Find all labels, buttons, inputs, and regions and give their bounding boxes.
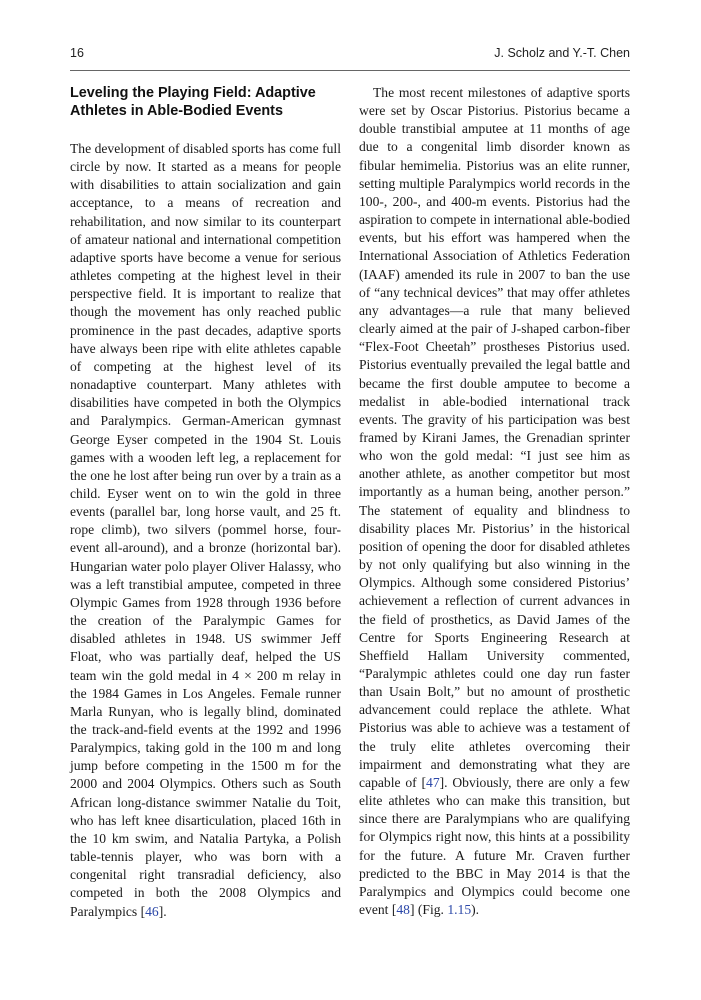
citation-link[interactable]: 46 bbox=[145, 903, 159, 919]
header-rule bbox=[70, 70, 630, 71]
running-head: J. Scholz and Y.-T. Chen bbox=[494, 46, 630, 60]
paragraph-text: The most recent milestones of adaptive sports were set by Oscar Pistorius. Pistorius became a double transtibial amputee at 11 months of age due to a congenital limb disorder known as fibular hemimelia. Pistorius was an elite runner, setting multiple Paralympics world records in the 100-, 200-, and 400-m events. Pistorius had the aspiration to compete in international able-bodied events, but his effort was hampered when the International Association of Athletics Federation (IAAF) amended its rule in 2007 to ban the use of “any technical devices” that may offer athletes any advantages—a rule that many believed clearly aimed at the pair of J-shaped carbon-fiber “Flex-Foot Cheetah” prostheses Pistorius used. Pistorius eventually prevailed the legal battle and became the first double amputee to become a medalist in able-bodied international track events. The gravity of his participation was best framed by Kirani James, the Grenadian sprinter who won the gold medal: “I just see him as another athlete, as another competitor but most importantly as a human being, another person.” The statement of equality and blindness to disability places Mr. Pistorius’ in the historical position of opening the door for disabled athletes by not only qualifying but also winning in the Olympics. Although some considered Pistorius’ achievement a reflection of current advances in the field of prosthetics, as David James of the Centre for Sports Engineering Research at Sheffield Hallam University commented, “Paralympic athletes could one day run faster than Usain Bolt,” but no amount of prosthetic advancement could replace the athlete. What Pistorius was able to achieve was a testament of the truly elite athletes overcoming their impairment and demonstrating what they are capable of [ bbox=[359, 85, 630, 790]
paragraph-text: ] (Fig. bbox=[409, 902, 448, 918]
paragraph-text: The development of disabled sports has come full circle by now. It started as a means for people with disabilities to attain socialization and gain acceptance, to a means of recreation and rehabilitation, and now similar to its counterpart of amateur national and international competition adaptive sports have become a venue for serious athletes competing at the highest level in their perspective field. It is important to realize that though the movement has only reached public prominence in the past decades, adaptive sports have always been ripe with elite athletes capable of competing at the highest level of its nonadaptive counterpart. Many athletes with disabilities have competed in both the Olympics and Paralympics. German-American gymnast George Eyser competed in the 1904 St. Louis games with a wooden left leg, a replacement for the one he lost after being run over by a train as a child. Eyser went on to win the gold in three events (parallel bar, long horse vault, and 25 ft. rope climb), two silvers (pommel horse, four-event all-around), and a bronze (horizontal bar). Hungarian water polo player Oliver Halassy, who was a left transtibial amputee, competed in three Olympic Games from 1928 through 1936 before the creation of the Paralympic Games for disabled athletes in 1948. US swimmer Jeff Float, who was partially deaf, helped the US team win the gold medal in 4 × 200 m relay in the 1984 Games in Los Angeles. Female runner Marla Runyan, who is legally blind, dominated the track-and-field events at the 1992 and 1996 Paralympics, taking gold in the 100 m and long jump before competing in the 1500 m for the 2000 and 2004 Olympics. Others such as South African long-distance swimmer Natalie du Toit, who has left knee disarticulation, placed 16th in the 10 km swim, and Natalia Partyka, a Polish table-tennis player, who was born with a congenital right transradial deficiency, also competed in both the 2008 Olympics and Paralympics [ bbox=[70, 141, 341, 919]
paragraph-tail: ]. bbox=[158, 903, 167, 919]
citation-link[interactable]: 47 bbox=[426, 774, 440, 790]
right-column bbox=[359, 84, 630, 919]
figure-link[interactable]: 1.15 bbox=[447, 902, 472, 918]
section-title: Leveling the Playing Field: Adaptive Athletes in Able-Bodied Events bbox=[70, 85, 316, 119]
body-paragraph bbox=[70, 140, 341, 921]
body-paragraph bbox=[359, 84, 630, 919]
page-number: 16 bbox=[70, 46, 84, 60]
paragraph-text: ]. Obviously, there are only a few elite athletes who can make this transition, but since there are Paralympians who are qualifying for Olympics right now, this hints at a possibility for the future. A future Mr. Craven further predicted to the BBC in May 2014 is that the Paralympics and Olympics could become one event [ bbox=[359, 774, 630, 918]
left-column bbox=[70, 84, 341, 921]
citation-link[interactable]: 48 bbox=[396, 902, 410, 918]
paragraph-tail: ). bbox=[471, 902, 480, 918]
page-header bbox=[70, 46, 630, 66]
